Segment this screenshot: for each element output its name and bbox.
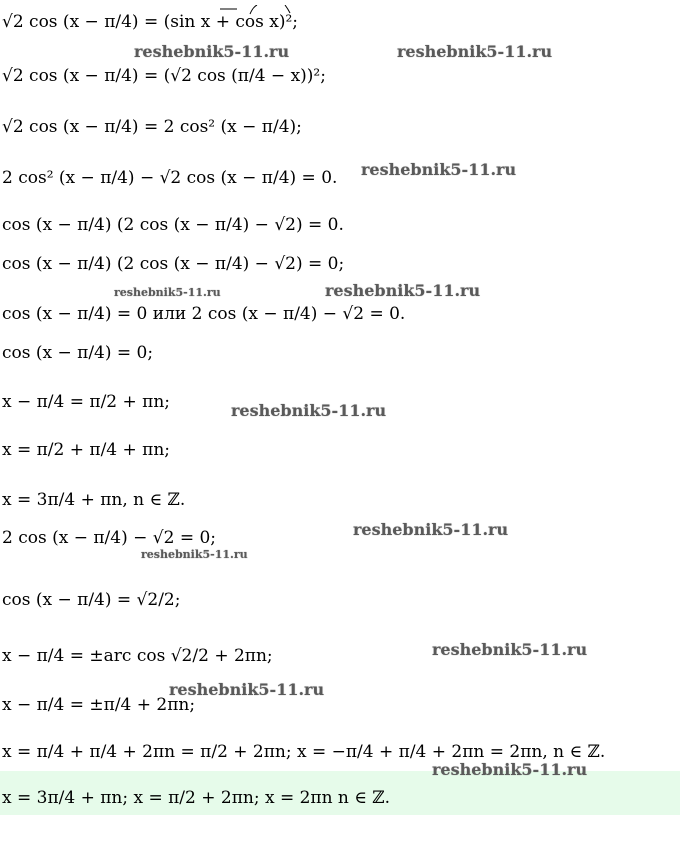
watermark-text: reshebnik5-11.ru [353, 520, 509, 539]
equation-line-4: 2 cos² (x − π/4) − √2 cos (x − π/4) = 0. [2, 168, 338, 188]
equation-line-12: 2 cos (x − π/4) − √2 = 0; [2, 528, 217, 548]
equation-line-6: cos (x − π/4) (2 cos (x − π/4) − √2) = 0; [2, 254, 345, 274]
equation-line-15: x − π/4 = ±π/4 + 2πn; [2, 695, 196, 715]
equation-line-13: cos (x − π/4) = √2/2; [2, 590, 181, 610]
watermark-text: reshebnik5-11.ru [325, 281, 481, 300]
watermark-text: reshebnik5-11.ru [432, 760, 588, 779]
cropped-formula-fragment [215, 0, 295, 10]
watermark-text: reshebnik5-11.ru [397, 42, 553, 61]
watermark-text: reshebnik5-11.ru [114, 286, 221, 299]
equation-line-5: cos (x − π/4) (2 cos (x − π/4) − √2) = 0. [2, 215, 344, 235]
equation-line-1: √2 cos (x − π/4) = (sin x + cos x)²; [2, 12, 299, 32]
equation-line-10: x = π/2 + π/4 + πn; [2, 440, 171, 460]
watermark-text: reshebnik5-11.ru [432, 640, 588, 659]
watermark-text: reshebnik5-11.ru [134, 42, 290, 61]
equation-line-9: x − π/4 = π/2 + πn; [2, 392, 171, 412]
equation-line-14: x − π/4 = ±arc cos √2/2 + 2πn; [2, 646, 273, 666]
equation-line-3: √2 cos (x − π/4) = 2 cos² (x − π/4); [2, 117, 302, 137]
equation-line-2: √2 cos (x − π/4) = (√2 cos (π/4 − x))²; [2, 66, 326, 86]
watermark-text: reshebnik5-11.ru [231, 401, 387, 420]
watermark-text: reshebnik5-11.ru [361, 160, 517, 179]
equation-line-16: x = π/4 + π/4 + 2πn = π/2 + 2πn; x = −π/4 + π/4 + 2πn = 2πn, n ∈ ℤ. [2, 742, 606, 762]
equation-line-11: x = 3π/4 + πn, n ∈ ℤ. [2, 490, 186, 510]
watermark-text: reshebnik5-11.ru [141, 548, 248, 561]
watermark-text: reshebnik5-11.ru [169, 680, 325, 699]
equation-line-8: cos (x − π/4) = 0; [2, 343, 154, 363]
equation-line-7: cos (x − π/4) = 0 или 2 cos (x − π/4) − √2 = 0. [2, 304, 406, 324]
answer-line: x = 3π/4 + πn; x = π/2 + 2πn; x = 2πn n ∈ ℤ. [2, 788, 391, 808]
